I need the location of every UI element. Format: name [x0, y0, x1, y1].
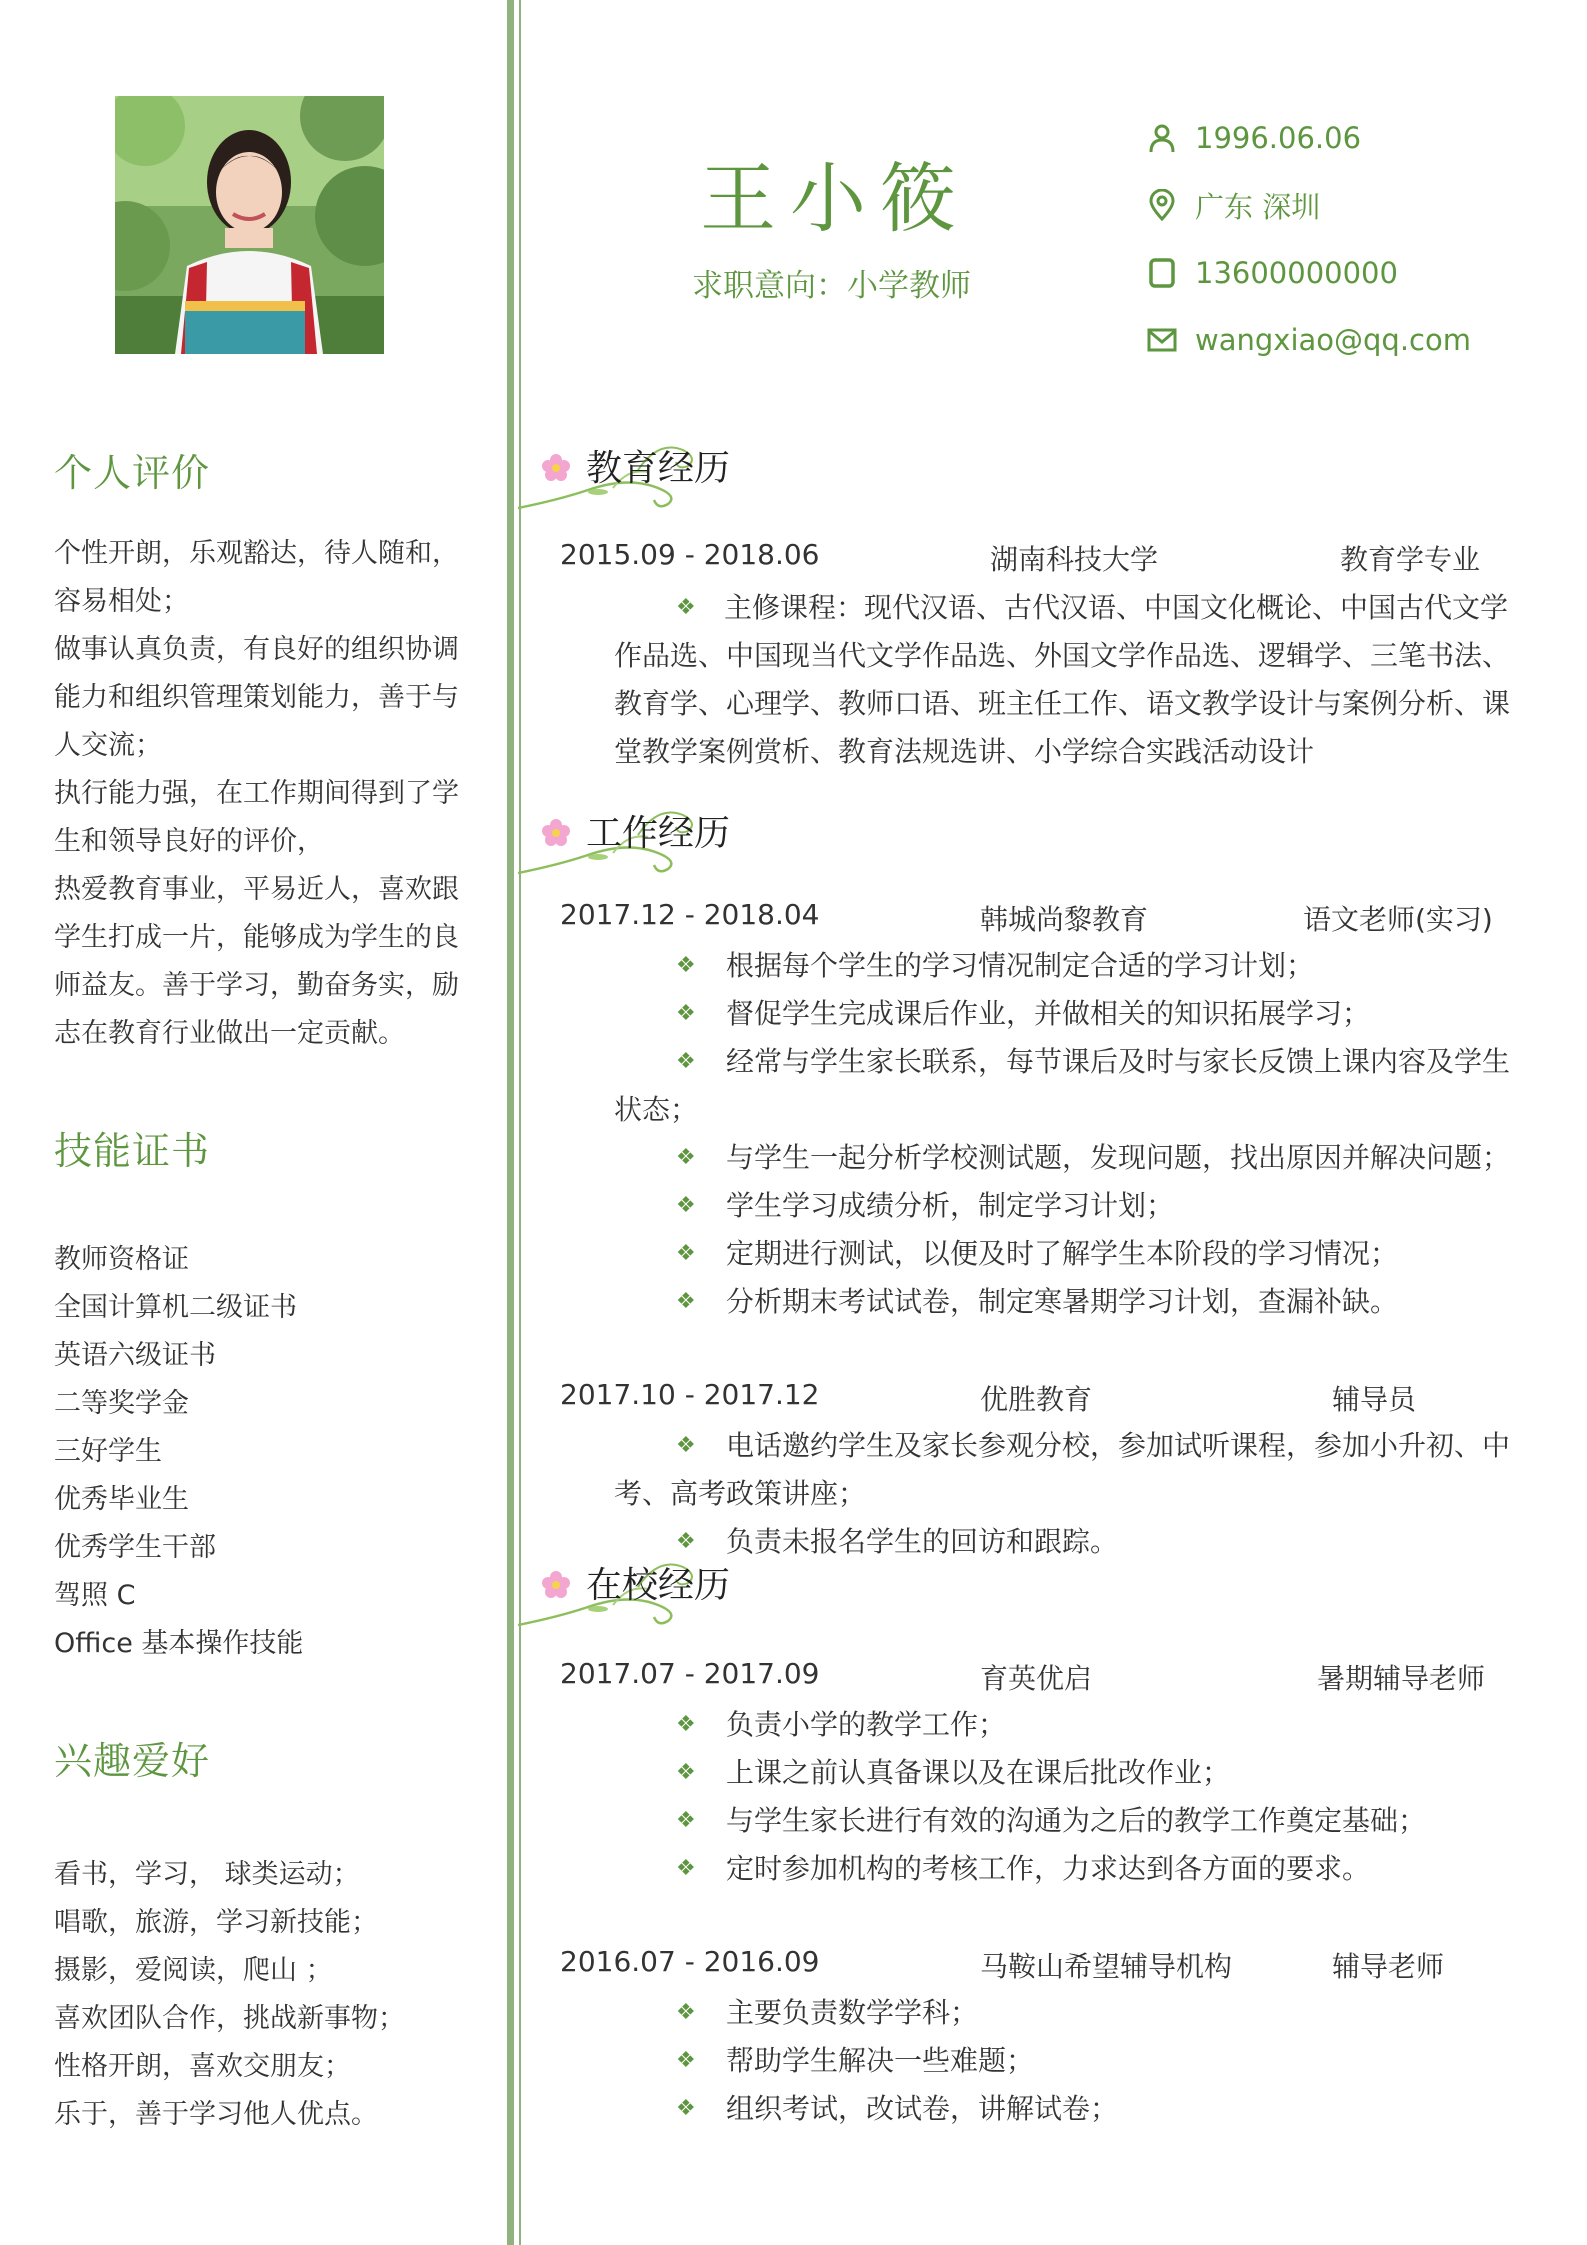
bullet-icon: ❖ [676, 1529, 696, 1554]
self-eval-line: 人交流； [54, 730, 162, 761]
self-eval-line: 做事认真负责，有良好的组织协调 [54, 634, 459, 665]
bullet-icon: ❖ [676, 1193, 696, 1218]
hobby-item: 性格开朗，喜欢交朋友； [54, 2051, 351, 2082]
self-eval-line: 学生打成一片，能够成为学生的良 [54, 922, 459, 953]
contact-location [1145, 183, 1320, 227]
self-eval-line: 个性开朗，乐观豁达，待人随和， [54, 538, 459, 569]
job-intent: 求职意向：小学教师 [692, 268, 971, 304]
courses-line: 堂教学案例赏析、教育法规选讲、小学综合实践活动设计 [614, 735, 1315, 768]
skill-item: 二等奖学金 [54, 1388, 189, 1419]
self-eval-line: 师益友。善于学习，勤奋务实，励 [54, 970, 459, 1001]
list-item: ❖ 电话邀约学生及家长参观分校，参加试听课程，参加小升初、中 [614, 1422, 1534, 1470]
education-entry-header [560, 538, 1520, 578]
skills-heading: 技能证书 [54, 1129, 211, 1173]
hobby-item: 喜欢团队合作，挑战新事物； [54, 2003, 405, 2034]
list-item: ❖ 定时参加机构的考核工作，力求达到各方面的要求。 [614, 1845, 1534, 1893]
courses-line: 教育学、心理学、教师口语、班主任工作、语文教学设计与案例分析、课 [614, 687, 1511, 720]
bullet-icon: ❖ [676, 595, 696, 620]
contact-phone [1145, 251, 1398, 295]
list-item: ❖ 经常与学生家长联系，每节课后及时与家长反馈上课内容及学生 [614, 1038, 1534, 1086]
entry-role: 辅导员 [1332, 1383, 1417, 1416]
bullet-icon: ❖ [676, 1001, 696, 1026]
work-entry-items [614, 1422, 1534, 1566]
bullet-icon: ❖ [676, 1049, 696, 1074]
flower-icon [540, 452, 572, 484]
skill-item: 优秀学生干部 [54, 1532, 216, 1563]
profile-photo [115, 96, 384, 354]
skill-item: 英语六级证书 [54, 1340, 216, 1371]
work-entry-header [560, 898, 1520, 938]
bullet-icon: ❖ [676, 1241, 696, 1266]
bullet-icon: ❖ [676, 2000, 696, 2025]
list-item-continuation: 状态； [614, 1093, 699, 1126]
education-section-header [518, 430, 778, 520]
contact-email [1145, 318, 1471, 362]
bullet-icon: ❖ [676, 2096, 696, 2121]
entry-date: 2017.12 - 2018.04 [560, 898, 820, 931]
campus-entry-header [560, 1945, 1520, 1985]
list-item: ❖ 主要负责数学学科； [614, 1989, 1534, 2037]
work-entry-header [560, 1378, 1520, 1418]
work-section-header [518, 795, 778, 885]
campus-entry-header [560, 1657, 1520, 1697]
self-eval-line: 志在教育行业做出一定贡献。 [54, 1018, 405, 1049]
list-item: ❖ 组织考试，改试卷，讲解试卷； [614, 2085, 1534, 2133]
list-item: ❖ 根据每个学生的学习情况制定合适的学习计划； [614, 942, 1534, 990]
entry-org: 马鞍山希望辅导机构 [980, 1950, 1233, 1983]
mail-icon [1145, 323, 1179, 357]
contact-birthdate [1145, 116, 1361, 160]
self-eval-line: 执行能力强，在工作期间得到了学 [54, 778, 459, 809]
skill-item: 驾照 C [54, 1580, 136, 1611]
person-icon [1145, 121, 1179, 155]
entry-role: 语文老师(实习) [1303, 903, 1493, 936]
self-eval-line: 生和领导良好的评价， [54, 826, 324, 857]
entry-date: 2017.07 - 2017.09 [560, 1657, 820, 1690]
list-item: ❖ 负责小学的教学工作； [614, 1701, 1534, 1749]
self-eval-heading: 个人评价 [54, 451, 211, 495]
entry-org: 优胜教育 [980, 1383, 1093, 1416]
entry-date: 2015.09 - 2018.06 [560, 538, 820, 571]
list-item: ❖ 分析期末考试试卷，制定寒暑期学习计划，查漏补缺。 [614, 1278, 1534, 1326]
candidate-name: 王小筱 [700, 154, 970, 243]
hobbies-list [54, 1851, 474, 2139]
flower-icon [540, 1569, 572, 1601]
self-eval-text [54, 530, 474, 1058]
courses-line: 作品选、中国现当代文学作品选、外国文学作品选、逻辑学、三笔书法、 [614, 639, 1511, 672]
entry-org: 湖南科技大学 [990, 543, 1159, 576]
bullet-icon: ❖ [676, 1712, 696, 1737]
campus-entry-items [614, 1701, 1534, 1893]
location-icon [1145, 188, 1179, 222]
bullet-icon: ❖ [676, 1760, 696, 1785]
email-text: wangxiao@qq.com [1195, 323, 1471, 357]
entry-org: 韩城尚黎教育 [980, 903, 1149, 936]
skills-list [54, 1236, 474, 1668]
entry-date: 2016.07 - 2016.09 [560, 1945, 820, 1978]
bullet-icon: ❖ [676, 1289, 696, 1314]
list-item: ❖ 上课之前认真备课以及在课后批改作业； [614, 1749, 1534, 1797]
list-item: ❖ 与学生一起分析学校测试题，发现问题，找出原因并解决问题； [614, 1134, 1534, 1182]
work-entry-items [614, 942, 1534, 1326]
list-item: ❖ 定期进行测试，以便及时了解学生本阶段的学习情况； [614, 1230, 1534, 1278]
location-text: 广东 深圳 [1195, 189, 1321, 224]
skill-item: 教师资格证 [54, 1244, 189, 1275]
hobbies-heading: 兴趣爱好 [54, 1739, 211, 1783]
education-title: 教育经历 [586, 448, 731, 489]
list-item: ❖ 与学生家长进行有效的沟通为之后的教学工作奠定基础； [614, 1797, 1534, 1845]
entry-role: 暑期辅导老师 [1317, 1662, 1486, 1695]
list-item: ❖ 督促学生完成课后作业，并做相关的知识拓展学习； [614, 990, 1534, 1038]
list-item: ❖ 帮助学生解决一些难题； [614, 2037, 1534, 2085]
hobby-item: 唱歌，旅游，学习新技能； [54, 1907, 378, 1938]
entry-org: 育英优启 [980, 1662, 1093, 1695]
entry-date: 2017.10 - 2017.12 [560, 1378, 820, 1411]
hobby-item: 摄影，爱阅读，爬山 ； [54, 1955, 333, 1986]
entry-role: 教育学专业 [1340, 543, 1481, 576]
phone-icon [1145, 256, 1179, 290]
vertical-divider-thin [519, 0, 521, 2245]
list-item-continuation: 考、高考政策讲座； [614, 1477, 867, 1510]
skill-item: Office 基本操作技能 [54, 1628, 304, 1659]
education-courses [614, 584, 1534, 776]
bullet-icon: ❖ [676, 1808, 696, 1833]
self-eval-line: 热爱教育事业，平易近人，喜欢跟 [54, 874, 459, 905]
bullet-icon: ❖ [676, 1856, 696, 1881]
list-item: ❖ 学生学习成绩分析，制定学习计划； [614, 1182, 1534, 1230]
campus-title: 在校经历 [586, 1565, 731, 1606]
courses-line: ❖ 主修课程：现代汉语、古代汉语、中国文化概论、中国古代文学 [614, 584, 1534, 632]
flower-icon [540, 817, 572, 849]
bullet-icon: ❖ [676, 1145, 696, 1170]
entry-role: 辅导老师 [1332, 1950, 1445, 1983]
self-eval-line: 容易相处； [54, 586, 189, 617]
bullet-icon: ❖ [676, 953, 696, 978]
birthdate-text: 1996.06.06 [1195, 121, 1362, 155]
skill-item: 全国计算机二级证书 [54, 1292, 297, 1323]
hobby-item: 看书，学习， 球类运动； [54, 1859, 360, 1890]
campus-entry-items [614, 1989, 1534, 2133]
bullet-icon: ❖ [676, 1433, 696, 1458]
hobby-item: 乐于，善于学习他人优点。 [54, 2099, 378, 2130]
skill-item: 优秀毕业生 [54, 1484, 189, 1515]
vertical-divider-thick [507, 0, 514, 2245]
bullet-icon: ❖ [676, 2048, 696, 2073]
campus-section-header [518, 1547, 778, 1637]
list-item: ❖ 负责未报名学生的回访和跟踪。 [614, 1518, 1534, 1566]
work-title: 工作经历 [586, 813, 731, 854]
skill-item: 三好学生 [54, 1436, 162, 1467]
self-eval-line: 能力和组织管理策划能力，善于与 [54, 682, 459, 713]
phone-text: 13600000000 [1195, 256, 1398, 290]
